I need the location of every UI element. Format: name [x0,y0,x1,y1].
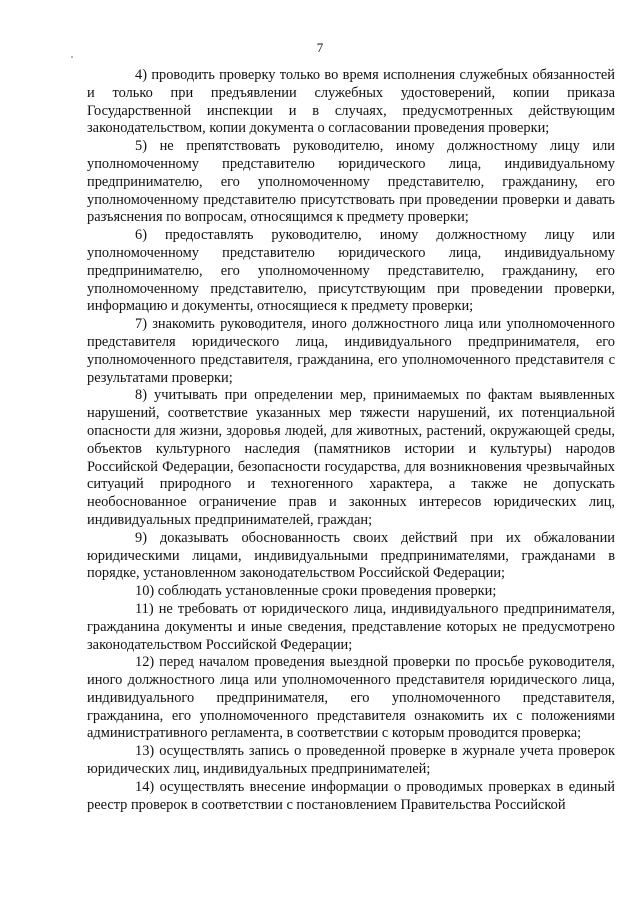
paragraph-item-7: 7) знакомить руководителя, иного должностного лица или уполномоченного представителя юридического лица, индивидуального предпринимателя, его уполномоченного представителя, гражданина, его уполномоченного представителя с результатами проверки; [87,316,615,386]
paragraph-item-6: 6) предоставлять руководителю, иному должностному лицу или уполномоченному представителю юридического лица, индивидуальному предпринимателю, его уполномоченному представителю, гражданину, его уполномоченному представителю, присутствующим при проведении проверки, информацию и документы, относящиеся к предмету проверки; [87,227,615,315]
paragraph-item-13: 13) осуществлять запись о проведенной проверке в журнале учета проверок юридических лиц, индивидуальных предпринимателей; [87,743,615,778]
scan-artifact [71,56,73,58]
paragraph-item-14: 14) осуществлять внесение информации о проводимых проверках в единый реестр проверок в соответствии с постановлением Правительства Российской [87,778,615,813]
document-body [87,67,615,814]
paragraph-item-12: 12) перед началом проведения выездной проверки по просьбе руководителя, иного должностного лица или уполномоченного представителя юридического лица, индивидуального предпринимателя, его уполномоченного представителя, гражданина, его уполномоченного представителя ознакомить их с положениями административного регламента, в соответствии с которым проводится проверка; [87,654,615,742]
paragraph-item-5: 5) не препятствовать руководителю, иному должностному лицу или уполномоченному представителю юридического лица, индивидуальному предпринимателю, его уполномоченному представителю, гражданину, его уполномоченному представителю присутствовать при проведении проверки и давать разъяснения по вопросам, относящимся к предмету проверки; [87,138,615,226]
page-number: 7 [316,40,324,55]
paragraph-item-9: 9) доказывать обоснованность своих действий при их обжаловании юридическими лицами, индивидуальными предпринимателями, гражданами в порядке, установленном законодательством Российской Федерации; [87,529,615,582]
paragraph-item-8: 8) учитывать при определении мер, принимаемых по фактам выявленных нарушений, соответствие указанных мер тяжести нарушений, их потенциальной опасности для жизни, здоровья людей, для животных, растений, окружающей среды, объектов культурного наследия (памятников истории и культуры) народов Российской Федерации, безопасности государства, для возникновения чрезвычайных ситуаций природного и техногенного характера, а также не допускать необоснованное ограничение прав и законных интересов юридических лиц, индивидуальных предпринимателей, граждан; [87,387,615,528]
paragraph-item-11: 11) не требовать от юридического лица, индивидуального предпринимателя, гражданина документы и иные сведения, представление которых не предусмотрено законодательством Российской Федерации; [87,600,615,653]
paragraph-item-4: 4) проводить проверку только во время исполнения служебных обязанностей и только при предъявлении служебных удостоверений, копии приказа Государственной инспекции и в случаях, предусмотренных действующим законодательством, копии документа о согласовании проведения проверки; [87,67,615,137]
paragraph-item-10: 10) соблюдать установленные сроки проведения проверки; [135,583,497,600]
